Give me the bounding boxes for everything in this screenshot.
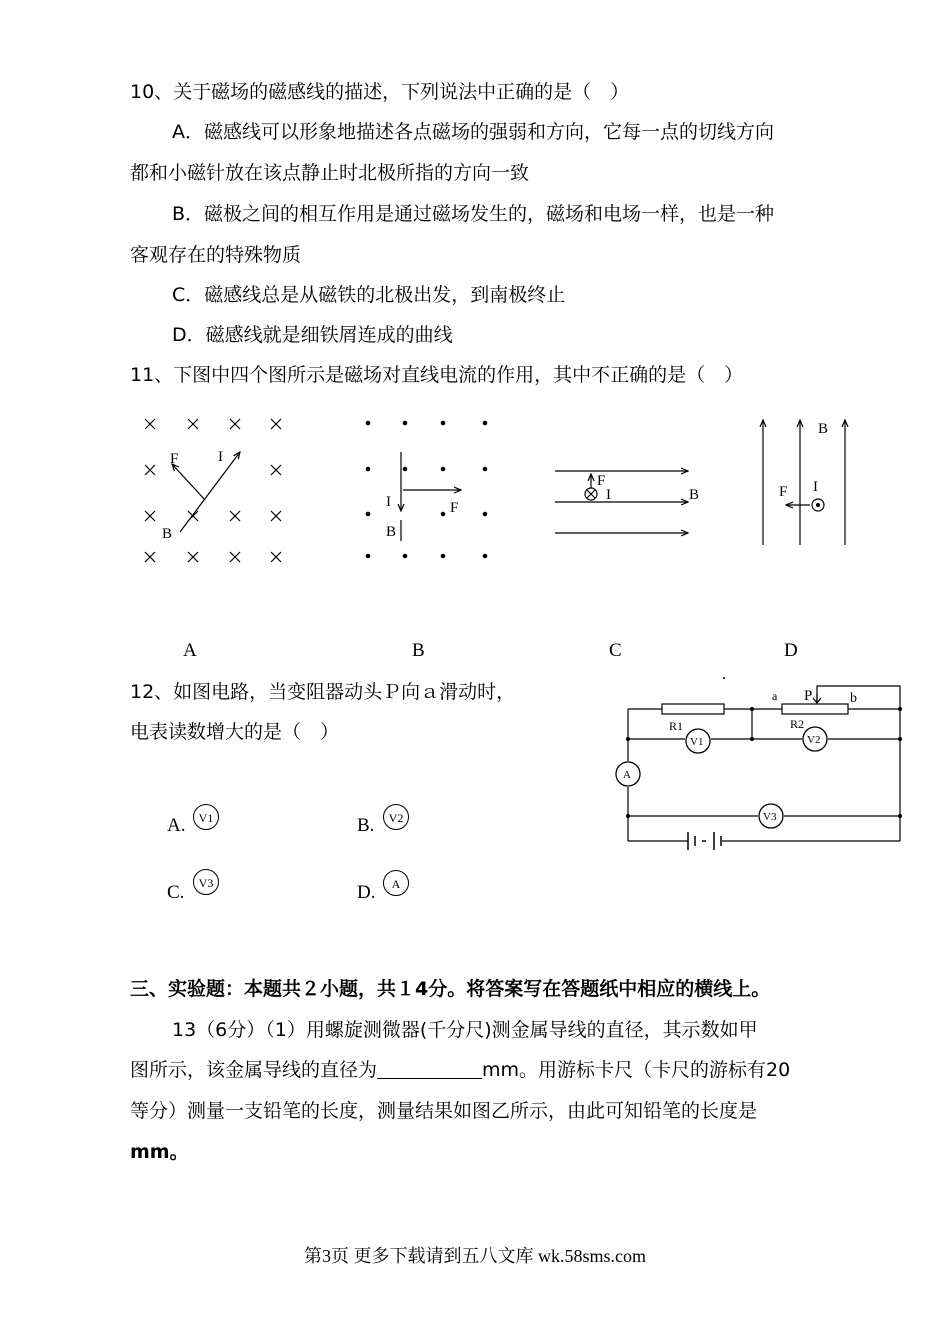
fig-c-label-i: I xyxy=(606,487,611,503)
q12-option-a-meter: V1 xyxy=(193,804,219,830)
q12-option-a-letter: A. xyxy=(167,815,186,836)
q12-option-b-letter: B. xyxy=(357,815,375,836)
q11-stem: 11、下图中四个图所示是磁场对直线电流的作用，其中不正确的是（ ） xyxy=(130,364,744,386)
q10-option-c: C．磁感线总是从磁铁的北极出发，到南极终止 xyxy=(172,284,566,306)
fig-d-label-i: I xyxy=(813,479,818,495)
fig-a-label-b: B xyxy=(162,526,173,542)
fig-b-label-f: F xyxy=(450,500,459,516)
q12-stem-line1: 12、如图电路，当变阻器动头Ｐ向ａ滑动时， xyxy=(130,681,516,703)
circuit-label-p: P xyxy=(804,688,813,704)
figure-c xyxy=(555,471,688,533)
q10-stem: 10、关于磁场的磁感线的描述，下列说法中正确的是（ ） xyxy=(130,81,630,103)
circuit-label-r2: R2 xyxy=(790,717,805,731)
q10-option-a-line2: 都和小磁针放在该点静止时北极所指的方向一致 xyxy=(130,162,530,184)
circuit-label-v2: V2 xyxy=(807,734,821,746)
q10-option-b-line2: 客观存在的特殊物质 xyxy=(130,244,302,266)
q13-line2-start: 图所示，该金属导线的直径为 xyxy=(130,1059,378,1081)
q12-option-b-meter: V2 xyxy=(383,804,409,830)
circuit-label-b-end: b xyxy=(850,691,857,706)
fig-c-label-b: B xyxy=(689,487,700,503)
q12-option-c-meter: V3 xyxy=(193,869,219,895)
fig-a-label-i: I xyxy=(218,449,223,465)
fig-a-label-f: F xyxy=(170,451,179,467)
q13-line1: 13（6分）（1）用螺旋测微器(千分尺)测金属导线的直径，其示数如甲 xyxy=(172,1019,758,1041)
q13-line2 xyxy=(130,1058,790,1082)
figure-d xyxy=(763,420,845,545)
fig-b-label-i: I xyxy=(386,494,391,510)
fig-d-label-b: B xyxy=(818,421,829,437)
fig-b-label-b: B xyxy=(386,524,397,540)
q10-option-a-line1: A．磁感线可以形象地描述各点磁场的强弱和方向，它每一点的切线方向 xyxy=(172,121,774,143)
q10-option-d: D．磁感线就是细铁屑连成的曲线 xyxy=(172,324,453,346)
q12-circuit xyxy=(600,670,920,860)
fig-label-b: B xyxy=(412,640,425,661)
resistor-r2 xyxy=(782,704,848,714)
q12-option-d-letter: D. xyxy=(357,882,376,903)
circuit-label-a: A xyxy=(623,769,631,781)
page-footer: 第3页 更多下载请到五八文库 wk.58sms.com xyxy=(304,1246,646,1266)
q13-line4: mm。 xyxy=(130,1141,189,1163)
q13-line2-end: mm。用游标卡尺（卡尺的游标有20 xyxy=(482,1059,791,1081)
section3-heading: 三、实验题：本题共２小题，共１4分。将答案写在答题纸中相应的横线上。 xyxy=(130,978,771,1000)
fig-label-a: A xyxy=(183,640,197,661)
fig-c-label-f: F xyxy=(597,473,606,489)
fig-label-d: D xyxy=(784,640,798,661)
circuit-label-v1: V1 xyxy=(690,736,704,748)
q12-stem-line2: 电表读数增大的是（ ） xyxy=(130,721,340,743)
q13-line3: 等分）测量一支铅笔的长度，测量结果如图乙所示，由此可知铅笔的长度是 xyxy=(130,1100,758,1122)
circuit-label-r1: R1 xyxy=(669,719,684,733)
circuit-label-v3: V3 xyxy=(763,811,777,823)
q12-option-d-meter: A xyxy=(383,870,409,896)
fig-d-label-f: F xyxy=(779,484,788,500)
q10-option-b-line1: B．磁极之间的相互作用是通过磁场发生的，磁场和电场一样，也是一种 xyxy=(172,203,775,225)
q11-figures xyxy=(0,0,950,640)
fig-a-force-arrow xyxy=(172,464,205,500)
q13-answer-blank[interactable] xyxy=(377,1058,482,1079)
resistor-r1 xyxy=(662,704,724,714)
circuit-label-a-end: a xyxy=(772,689,778,703)
q12-option-c-letter: C. xyxy=(167,882,185,903)
fig-label-c: C xyxy=(609,640,622,661)
